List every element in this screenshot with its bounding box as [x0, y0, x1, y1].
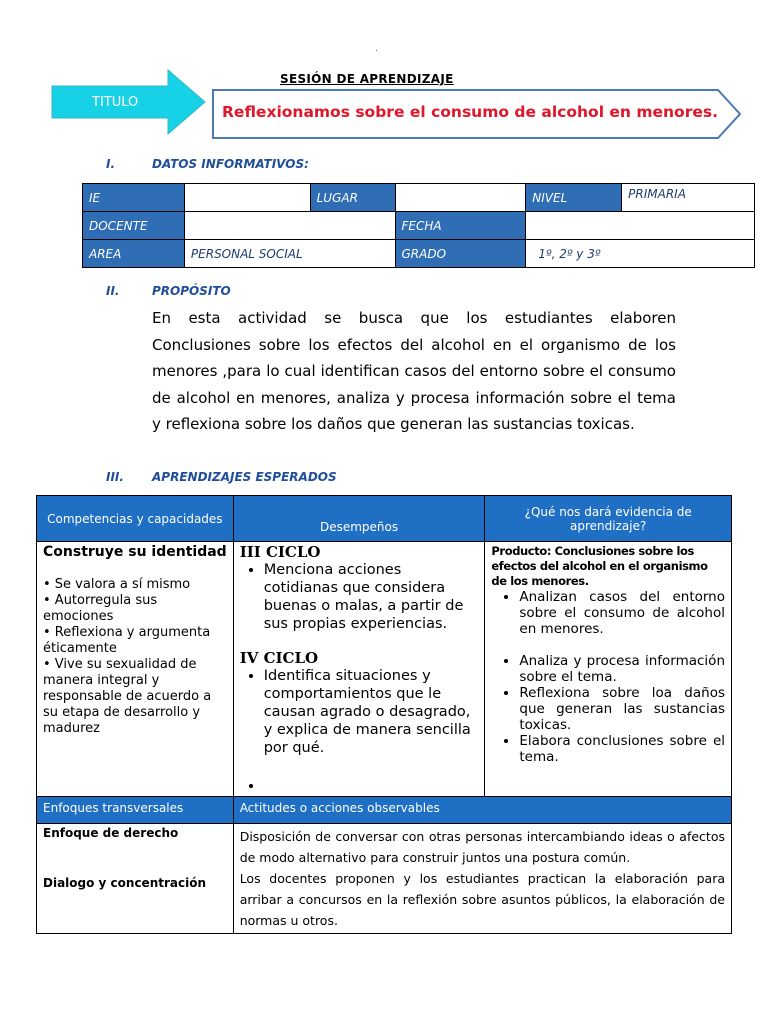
section-3-number: III. [106, 470, 124, 484]
actitud-1: Disposición de conversar con otras personas intercambiando ideas o afectos de modo alternativo para construir juntos una postura común. [239, 829, 725, 865]
capacity-item: • Vive su sexualidad de manera integral y responsable de acuerdo a su etapa de desarrollo y madurez [43, 657, 212, 736]
evidence-cell [485, 542, 732, 797]
titulo-label: TITULO [92, 95, 139, 110]
learning-content-row [37, 542, 732, 797]
performances-cell [233, 542, 485, 797]
info-row-3 [83, 240, 755, 268]
area-value: PERSONAL SOCIAL [184, 240, 395, 268]
cycle-4-item: • Identifica situaciones y comportamientos que le causan agrado o desagrado, y explica de manera sencilla por qué. [264, 667, 479, 757]
cycle-4-title: IV CICLO [239, 649, 319, 667]
capacity-item: • Reflexiona y argumenta éticamente [43, 625, 211, 656]
docente-value [184, 212, 395, 240]
section-1-title: DATOS INFORMATIVOS: [152, 157, 309, 171]
cycle-3-list [240, 561, 479, 633]
capacity-item: • Autorregula sus emociones [43, 593, 158, 624]
purpose-paragraph: En esta actividad se busca que los estudiantes elaboren Conclusiones sobre los efectos del alcohol en el organismo de los menores ,para lo cual identifican casos del entorno sobre el consumo de alcohol en menores, analiza y procesa información sobre el tema y reflexiona sobre los daños que generan las sustancias toxicas. [152, 309, 676, 433]
learning-header-row [37, 496, 732, 542]
section-1-number: I. [106, 157, 116, 171]
learning-table [36, 495, 732, 934]
capacity-item: • Se valora a sí mismo [43, 577, 191, 592]
evidence-item: • Analizan casos del entorno sobre el consumo de alcohol en menores. [519, 589, 725, 637]
enfoque-dialogo: Dialogo y concentración [43, 876, 207, 890]
evidence-product: Producto: Conclusiones sobre los efectos del alcohol en el organismo de los menores. [491, 544, 708, 588]
info-row-1 [83, 184, 755, 212]
actitud-2: Los docentes proponen y los estudiantes practican la elaboración para arribar a concursos en la reflexión sobre asuntos públicos, la elaboración de normas u otros. [239, 871, 725, 928]
info-table [82, 183, 755, 268]
competencies-cell [37, 542, 234, 797]
info-row-2 [83, 212, 755, 240]
ie-value [184, 184, 310, 212]
nivel-value: PRIMARIA [622, 184, 755, 212]
section-3-title: APRENDIZAJES ESPERADOS [152, 470, 337, 484]
cycle-3-title: III CICLO [239, 543, 321, 561]
session-title: SESIÓN DE APRENDIZAJE [280, 72, 454, 86]
enfoques-content-row [37, 824, 732, 934]
grado-label: GRADO [395, 240, 526, 268]
area-label: AREA [83, 240, 185, 268]
actitudes-header: Actitudes o acciones observables [233, 797, 731, 824]
docente-label: DOCENTE [83, 212, 185, 240]
evidence-item: • Reflexiona sobre loa daños que generan las sustancias toxicas. [519, 685, 725, 733]
cycle-3-item: • Menciona acciones cotidianas que considera buenas o malas, a partir de sus propias experiencias. [264, 561, 479, 633]
section-2-title: PROPÓSITO [152, 284, 231, 298]
ie-label: IE [83, 184, 185, 212]
evidence-item: • Analiza y procesa información sobre el tema. [519, 653, 725, 685]
lugar-value [395, 184, 526, 212]
section-2-number: II. [106, 284, 120, 298]
competencies-header: Competencias y capacidades [37, 496, 234, 542]
competency-title: Construye su identidad [43, 544, 227, 560]
evidence-header: ¿Qué nos dará evidencia de aprendizaje? [485, 496, 732, 542]
enfoques-header: Enfoques transversales [37, 797, 234, 824]
decorative-dot: . [375, 44, 378, 54]
fecha-value [526, 212, 755, 240]
actitudes-cell [233, 824, 731, 934]
cycle-4-empty-item [264, 777, 479, 795]
grado-value: 1º, 2º y 3º [526, 240, 755, 268]
nivel-label: NIVEL [526, 184, 622, 212]
enfoques-cell [37, 824, 234, 934]
performances-header: Desempeños [233, 496, 485, 542]
fecha-label: FECHA [395, 212, 526, 240]
lugar-label: LUGAR [310, 184, 395, 212]
lesson-title: Reflexionamos sobre el consumo de alcohol en menores. [222, 103, 718, 121]
evidence-item: • Elabora conclusiones sobre el tema. [519, 733, 725, 765]
enfoques-header-row [37, 797, 732, 824]
evidence-list [491, 589, 725, 765]
cycle-4-list [240, 667, 479, 795]
enfoque-derecho: Enfoque de derecho [43, 826, 179, 840]
